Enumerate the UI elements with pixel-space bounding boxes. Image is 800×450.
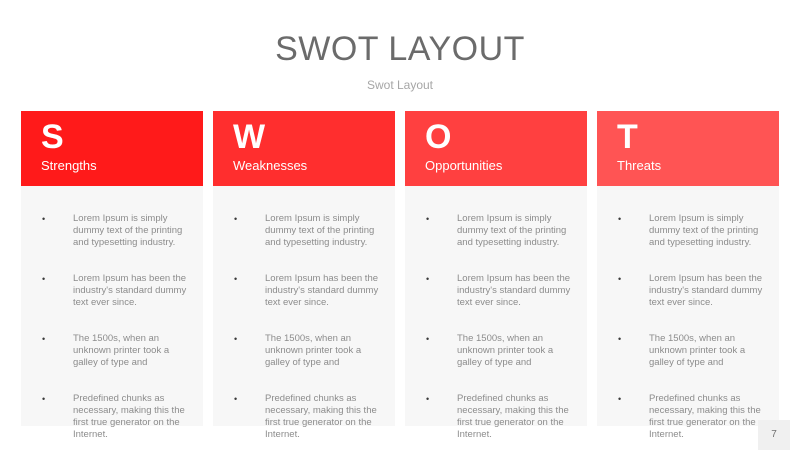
bullet-list (21, 213, 203, 450)
list-item (21, 213, 203, 261)
list-item-text: The 1500s, when an unknown printer took a galley of type and (457, 333, 554, 368)
list-item-text: Predefined chunks as necessary, making this the first true generator on the Internet. (457, 393, 569, 440)
list-item-text: Predefined chunks as necessary, making this the first true generator on the Internet. (649, 393, 761, 440)
bullet-icon: • (42, 334, 46, 344)
list-item (597, 333, 779, 381)
bullet-icon: • (618, 394, 622, 404)
bullet-icon: • (618, 334, 622, 344)
panel-letter: O (425, 118, 452, 156)
list-item (213, 393, 395, 441)
list-item (405, 393, 587, 441)
bullet-icon: • (234, 394, 238, 404)
panel-letter: S (41, 118, 64, 156)
panel-letter: W (233, 118, 266, 156)
list-item-text: Lorem Ipsum is simply dummy text of the printing and typesetting industry. (649, 213, 759, 248)
bullet-icon: • (42, 214, 46, 224)
list-item (21, 333, 203, 381)
panel-header (597, 111, 779, 186)
list-item-text: Lorem Ipsum is simply dummy text of the printing and typesetting industry. (457, 213, 567, 248)
list-item-text: The 1500s, when an unknown printer took a galley of type and (73, 333, 170, 368)
page-number: 7 (758, 420, 790, 450)
bullet-list (405, 213, 587, 450)
bullet-list (213, 213, 395, 450)
bullet-icon: • (234, 334, 238, 344)
list-item-text: The 1500s, when an unknown printer took a galley of type and (649, 333, 746, 368)
panel-header (21, 111, 203, 186)
swot-panel-strengths (21, 111, 203, 440)
panel-header (405, 111, 587, 186)
bullet-list (597, 213, 779, 450)
bullet-icon: • (42, 394, 46, 404)
list-item-text: Lorem Ipsum is simply dummy text of the printing and typesetting industry. (73, 213, 183, 248)
panel-name: Strengths (41, 158, 97, 173)
list-item (213, 333, 395, 381)
list-item (597, 213, 779, 261)
panel-name: Weaknesses (233, 158, 308, 173)
list-item (21, 393, 203, 441)
panel-letter: T (617, 118, 638, 156)
list-item-text: Lorem Ipsum has been the industry's standard dummy text ever since. (265, 273, 379, 308)
bullet-icon: • (618, 274, 622, 284)
bullet-icon: • (618, 214, 622, 224)
list-item (405, 213, 587, 261)
bullet-icon: • (426, 334, 430, 344)
list-item-text: Lorem Ipsum has been the industry's standard dummy text ever since. (73, 273, 187, 308)
bullet-icon: • (426, 274, 430, 284)
list-item (213, 273, 395, 321)
bullet-icon: • (234, 214, 238, 224)
list-item-text: Lorem Ipsum has been the industry's standard dummy text ever since. (649, 273, 763, 308)
swot-panel-weaknesses (213, 111, 395, 440)
panel-name: Threats (617, 158, 662, 173)
list-item-text: Predefined chunks as necessary, making this the first true generator on the Internet. (265, 393, 377, 440)
panel-name: Opportunities (425, 158, 503, 173)
list-item-text: Predefined chunks as necessary, making this the first true generator on the Internet. (73, 393, 185, 440)
list-item (405, 333, 587, 381)
panel-header (213, 111, 395, 186)
bullet-icon: • (426, 394, 430, 404)
bullet-icon: • (42, 274, 46, 284)
bullet-icon: • (426, 214, 430, 224)
list-item (597, 393, 779, 441)
slide-subtitle: Swot Layout (366, 78, 434, 92)
list-item (21, 273, 203, 321)
list-item-text: Lorem Ipsum is simply dummy text of the printing and typesetting industry. (265, 213, 375, 248)
list-item-text: The 1500s, when an unknown printer took a galley of type and (265, 333, 362, 368)
list-item-text: Lorem Ipsum has been the industry's standard dummy text ever since. (457, 273, 571, 308)
list-item (597, 273, 779, 321)
list-item (405, 273, 587, 321)
bullet-icon: • (234, 274, 238, 284)
list-item (213, 213, 395, 261)
swot-panel-threats (597, 111, 779, 440)
slide-title: SWOT LAYOUT (275, 30, 525, 68)
swot-panel-opportunities (405, 111, 587, 440)
